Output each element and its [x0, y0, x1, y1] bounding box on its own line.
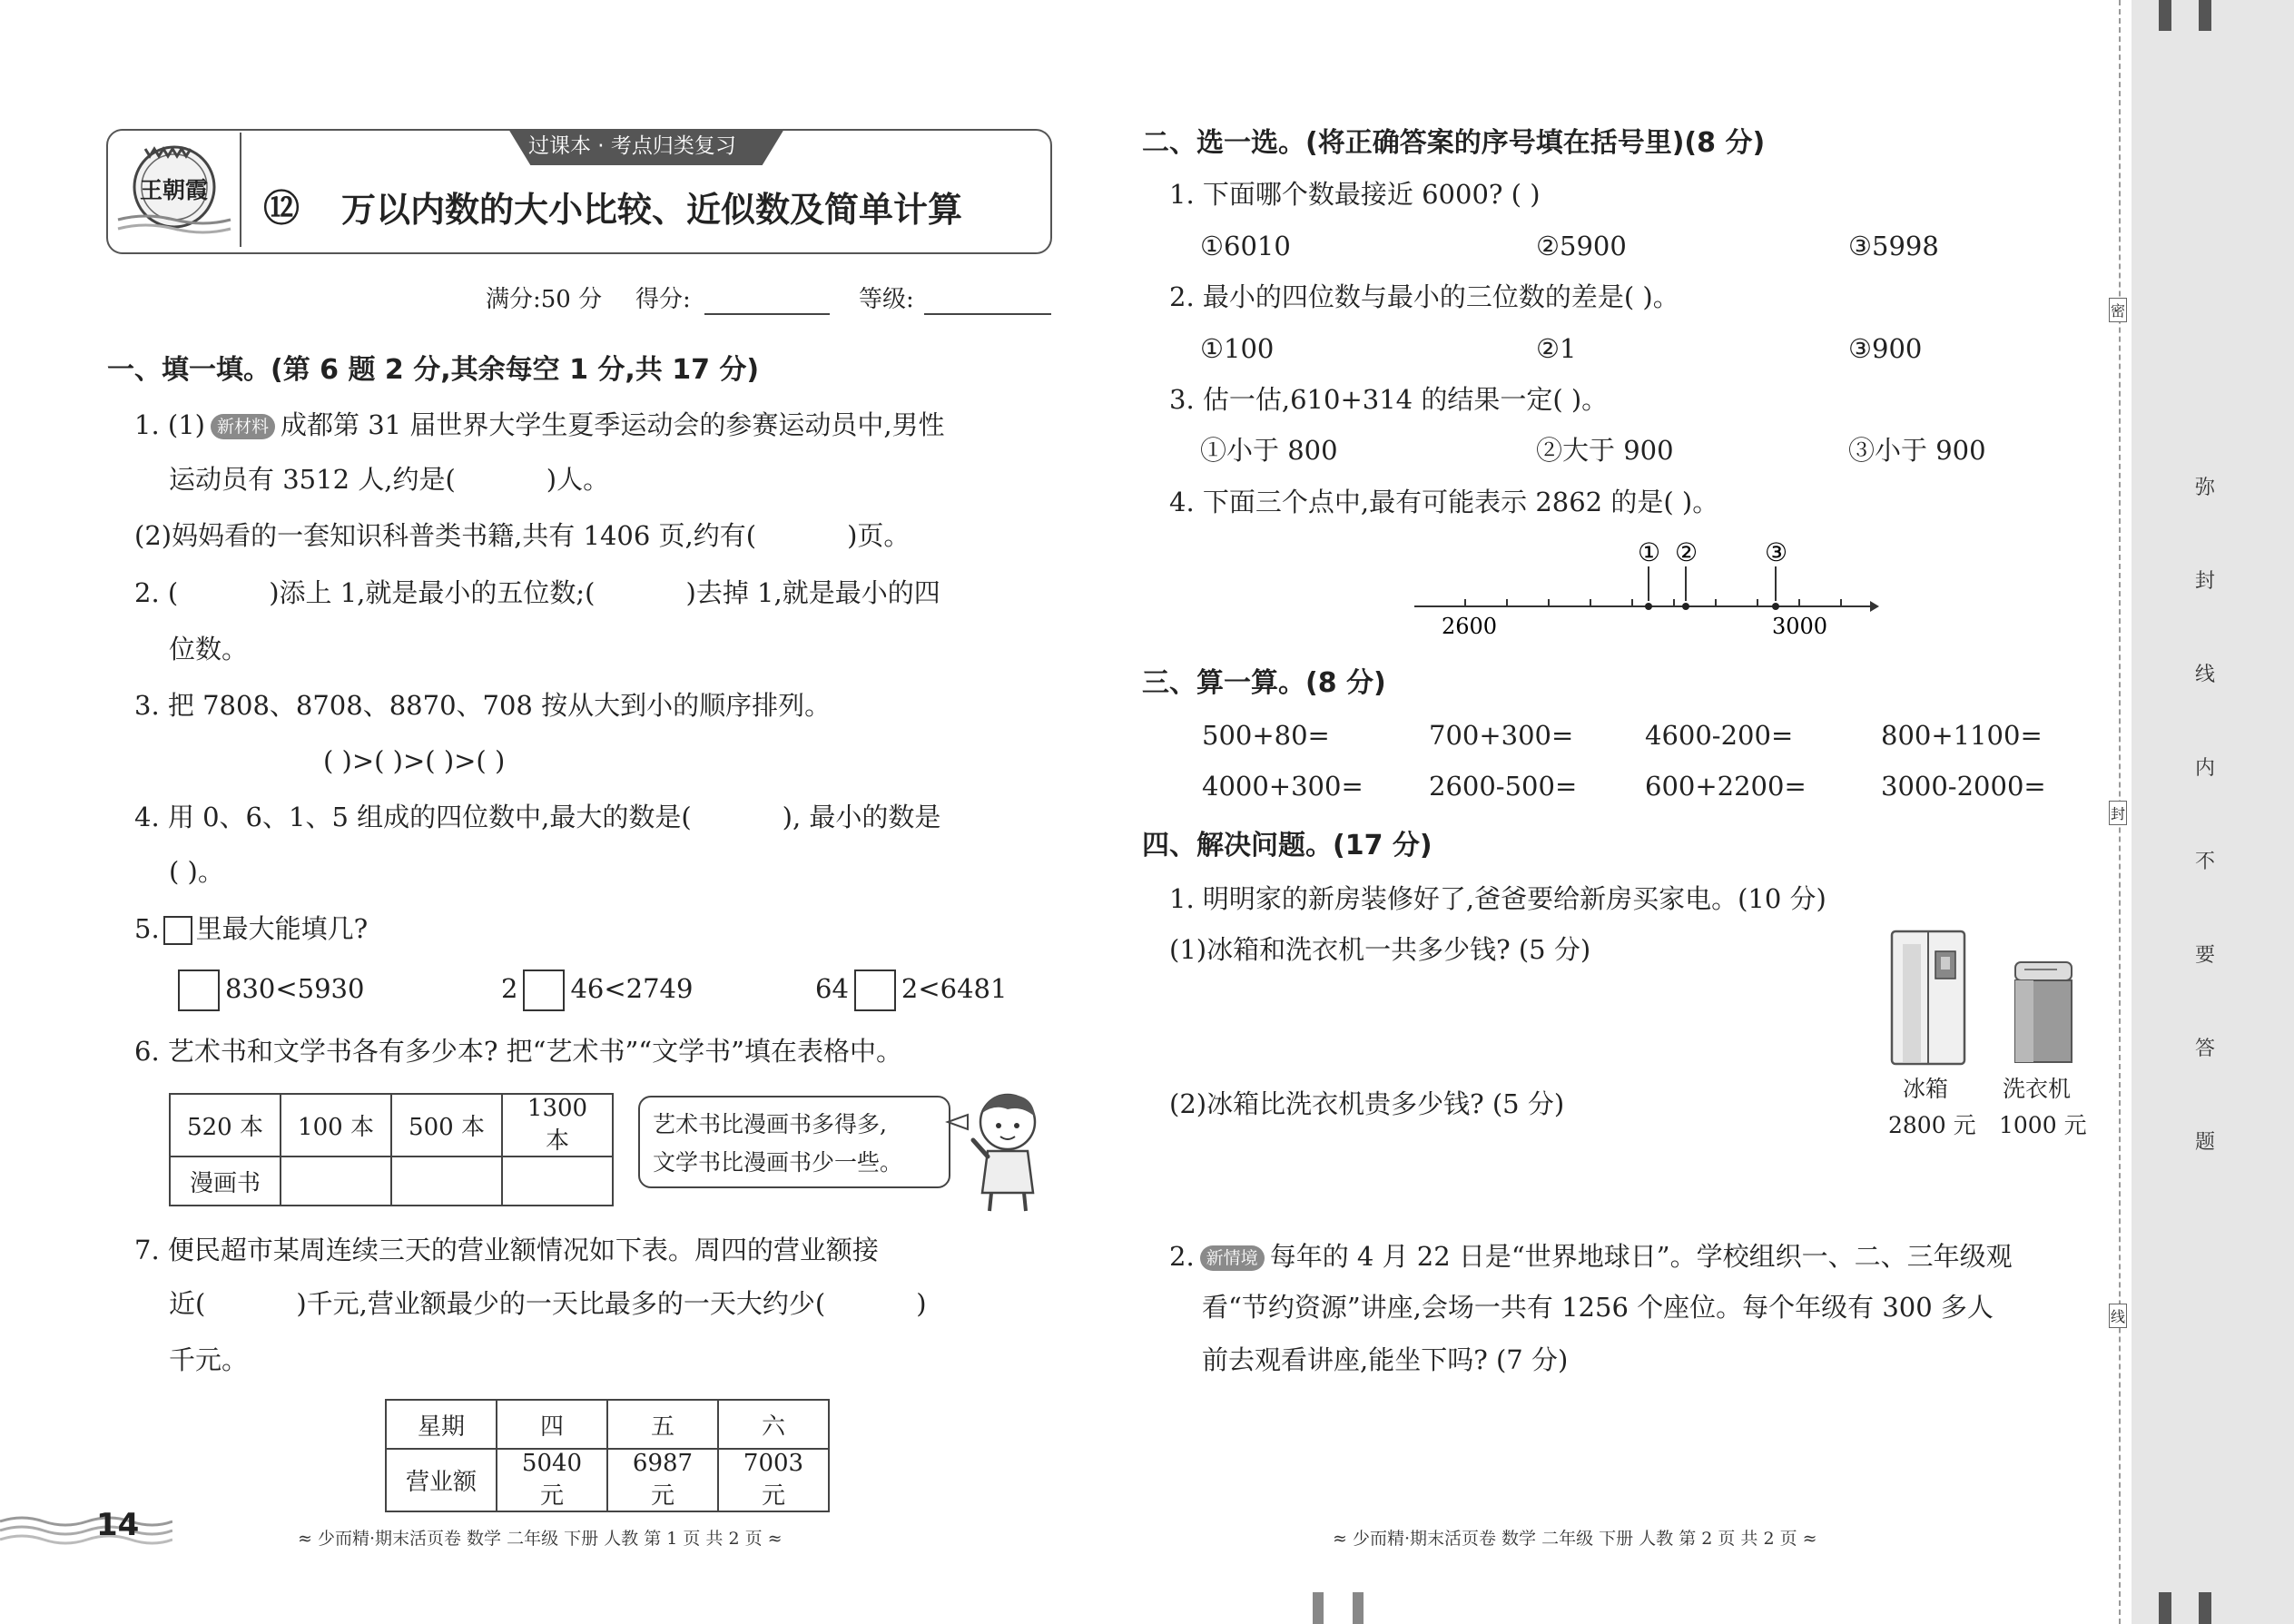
q2-line2: 位数。 — [169, 634, 249, 664]
point-1 — [1645, 603, 1652, 610]
table-cell: 500 本 — [391, 1094, 502, 1156]
section1-title: 一、填一填。(第 6 题 2 分,其余每空 1 分,共 17 分) — [107, 354, 760, 386]
s4-q2-line3: 前去观看讲座,能坐下吗? (7 分) — [1202, 1344, 1569, 1375]
table-cell: 1300 本 — [502, 1094, 613, 1156]
calc[interactable]: 600+2200= — [1645, 771, 1807, 802]
new-material-tag: 新材料 — [211, 414, 275, 439]
q6: 6. 艺术书和文学书各有多少本? 把“艺术书”“文学书”填在表格中。 — [134, 1036, 902, 1067]
tick-label-start: 2600 — [1442, 614, 1498, 639]
s2-q3-opt3[interactable]: ③小于 900 — [1848, 435, 1986, 466]
point-label-2: ② — [1675, 537, 1698, 567]
s2-q3-opt2[interactable]: ②大于 900 — [1536, 435, 1674, 466]
answer-cell[interactable] — [391, 1156, 502, 1206]
calc[interactable]: 500+80= — [1202, 720, 1330, 751]
calc[interactable]: 3000-2000= — [1881, 771, 2046, 802]
section2-title: 二、选一选。(将正确答案的序号填在括号里)(8 分) — [1142, 127, 1766, 159]
washer-price: 1000 元 — [1999, 1112, 2087, 1138]
answer-box[interactable] — [854, 969, 896, 1011]
section3-title: 三、算一算。(8 分) — [1142, 667, 1386, 699]
q7-line2: 近( )千元,营业额最少的一天比最多的一天大约少( ) — [169, 1288, 927, 1319]
table-cell: 7003 元 — [718, 1449, 829, 1511]
gutter-bar — [2159, 0, 2171, 31]
notice-char: 答 — [2195, 1038, 2216, 1060]
fridge-label: 冰箱 — [1903, 1076, 1949, 1102]
point-3 — [1772, 603, 1779, 610]
boy-cartoon-icon — [944, 1086, 1053, 1213]
footer-left: ≈ 少而精·期末活页卷 数学 二年级 下册 人教 第 1 页 共 2 页 ≈ — [298, 1529, 783, 1549]
page-number: 14 — [96, 1507, 140, 1543]
s2-q3-opt1[interactable]: ①小于 800 — [1200, 435, 1338, 466]
unit-number: ⑫ — [263, 188, 300, 230]
q3: 3. 把 7808、8708、8870、708 按从大到小的顺序排列。 — [134, 690, 832, 721]
point-label-3: ③ — [1765, 537, 1788, 567]
grade-label: 等级: — [859, 286, 914, 313]
s2-q2: 2. 最小的四位数与最小的三位数的差是( )。 — [1169, 281, 1679, 312]
calc[interactable]: 4000+300= — [1202, 771, 1364, 802]
q2: 2. ( )添上 1,就是最小的五位数;( )去掉 1,就是最小的四 — [134, 577, 940, 608]
logo — [109, 133, 241, 247]
grade-field[interactable] — [924, 313, 1051, 315]
s2-q1-opt2[interactable]: ②5900 — [1536, 231, 1627, 261]
s2-q2-opt2[interactable]: ②1 — [1536, 333, 1577, 364]
fridge-price: 2800 元 — [1888, 1112, 1976, 1138]
table-cell: 五 — [607, 1400, 718, 1449]
s4-q2-line2: 看“节约资源”讲座,会场一共有 1256 个座位。每个年级有 300 多人 — [1202, 1292, 1994, 1323]
notice-char: 不 — [2195, 851, 2216, 873]
q5-item2: 2 46<2749 — [501, 969, 693, 1011]
notice-char: 要 — [2195, 944, 2216, 967]
box-icon — [163, 916, 192, 945]
q7-line3: 千元。 — [169, 1344, 249, 1375]
q5: 5. 里最大能填几? — [134, 913, 369, 944]
section4-title: 四、解决问题。(17 分) — [1142, 830, 1433, 861]
s2-q1-opt3[interactable]: ③5998 — [1848, 231, 1939, 261]
notice-char: 内 — [2195, 757, 2216, 780]
answer-box[interactable] — [178, 969, 220, 1011]
s4-q1-a: (1)冰箱和洗衣机一共多少钱? (5 分) — [1169, 934, 1591, 965]
s2-q1-opt1[interactable]: ①6010 — [1200, 231, 1291, 261]
gutter-bar — [2199, 0, 2211, 31]
s4-q2-line1: 2. 新情境 每年的 4 月 22 日是“世界地球日”。学校组织一、二、三年级观 — [1169, 1241, 2013, 1272]
binding-mark: 线 — [2109, 1304, 2127, 1328]
table-cell: 漫画书 — [170, 1156, 281, 1206]
speech-bubble — [638, 1096, 950, 1188]
notice-char: 题 — [2195, 1131, 2216, 1154]
gutter-bar — [2199, 1592, 2211, 1624]
gutter-bar — [2159, 1592, 2171, 1624]
new-context-tag: 新情境 — [1200, 1245, 1265, 1271]
calc[interactable]: 800+1100= — [1881, 720, 2043, 751]
fridge-icon — [1888, 930, 1970, 1068]
table-cell: 520 本 — [170, 1094, 281, 1156]
q6-table — [169, 1093, 614, 1206]
answer-cell[interactable] — [502, 1156, 613, 1206]
table-cell: 6987 元 — [607, 1449, 718, 1511]
banner-text: 过课本 · 考点归类复习 — [528, 134, 736, 158]
number-line — [1407, 532, 1879, 641]
full-score: 满分:50 分 — [486, 286, 603, 313]
q5-items: 830<5930 — [172, 969, 364, 1011]
s4-q1-b: (2)冰箱比洗衣机贵多少钱? (5 分) — [1169, 1088, 1565, 1119]
q4-line2[interactable]: ( )。 — [169, 856, 224, 887]
bubble-line2: 文学书比漫画书少一些。 — [653, 1149, 903, 1176]
calc[interactable]: 700+300= — [1429, 720, 1574, 751]
calc[interactable]: 2600-500= — [1429, 771, 1578, 802]
q7-line1: 7. 便民超市某周连续三天的营业额情况如下表。周四的营业额接 — [134, 1235, 879, 1265]
washer-label: 洗衣机 — [2003, 1076, 2072, 1102]
s2-q4: 4. 下面三个点中,最有可能表示 2862 的是( )。 — [1169, 487, 1719, 517]
gutter-bar — [1313, 1592, 1324, 1624]
notice-char: 弥 — [2195, 477, 2216, 499]
binding-gutter — [2132, 0, 2294, 1624]
logo-text: 王朝霞 — [140, 177, 209, 203]
bubble-line1: 艺术书比漫画书多得多, — [653, 1111, 887, 1137]
notice-char: 封 — [2195, 570, 2216, 593]
table-cell: 营业额 — [386, 1449, 497, 1511]
table-cell: 100 本 — [281, 1094, 391, 1156]
q1-a: 1. (1) 新材料 成都第 31 届世界大学生夏季运动会的参赛运动员中,男性 — [134, 409, 945, 440]
binding-mark: 密 — [2109, 298, 2127, 322]
page-title: 万以内数的大小比较、近似数及简单计算 — [341, 190, 963, 230]
table-cell: 星期 — [386, 1400, 497, 1449]
q1-b: (2)妈妈看的一套知识科普类书籍,共有 1406 页,约有( )页。 — [134, 520, 911, 551]
gutter-bar — [1353, 1592, 1364, 1624]
tick-label-end: 3000 — [1772, 614, 1828, 639]
table-cell: 5040 元 — [497, 1449, 607, 1511]
score-field[interactable] — [704, 313, 830, 315]
footer-right: ≈ 少而精·期末活页卷 数学 二年级 下册 人教 第 2 页 共 2 页 ≈ — [1333, 1529, 1817, 1549]
table-cell: 四 — [497, 1400, 607, 1449]
calc[interactable]: 4600-200= — [1645, 720, 1794, 751]
table-cell: 六 — [718, 1400, 829, 1449]
s2-q3: 3. 估一估,610+314 的结果一定( )。 — [1169, 384, 1609, 415]
q5-item3: 64 2<6481 — [815, 969, 1007, 1011]
notice-char: 线 — [2195, 664, 2216, 686]
answer-box[interactable] — [523, 969, 565, 1011]
s4-q1: 1. 明明家的新房装修好了,爸爸要给新房买家电。(10 分) — [1169, 883, 1826, 914]
s2-q2-opt1[interactable]: ①100 — [1200, 333, 1275, 364]
point-2 — [1682, 603, 1689, 610]
s2-q1: 1. 下面哪个数最接近 6000? ( ) — [1169, 179, 1541, 210]
answer-cell[interactable] — [281, 1156, 391, 1206]
q3-order[interactable]: ( )>( )>( )>( ) — [323, 745, 506, 776]
point-label-1: ① — [1638, 537, 1661, 567]
q7-table — [385, 1399, 830, 1512]
wave-decoration-icon — [0, 1514, 172, 1547]
binding-mark: 封 — [2109, 801, 2127, 825]
washer-icon — [2012, 960, 2075, 1066]
score-label: 得分: — [635, 286, 691, 313]
q1-a-line2: 运动员有 3512 人,约是( )人。 — [169, 464, 610, 495]
s2-q2-opt3[interactable]: ③900 — [1848, 333, 1923, 364]
q4: 4. 用 0、6、1、5 组成的四位数中,最大的数是( ), 最小的数是 — [134, 802, 941, 832]
